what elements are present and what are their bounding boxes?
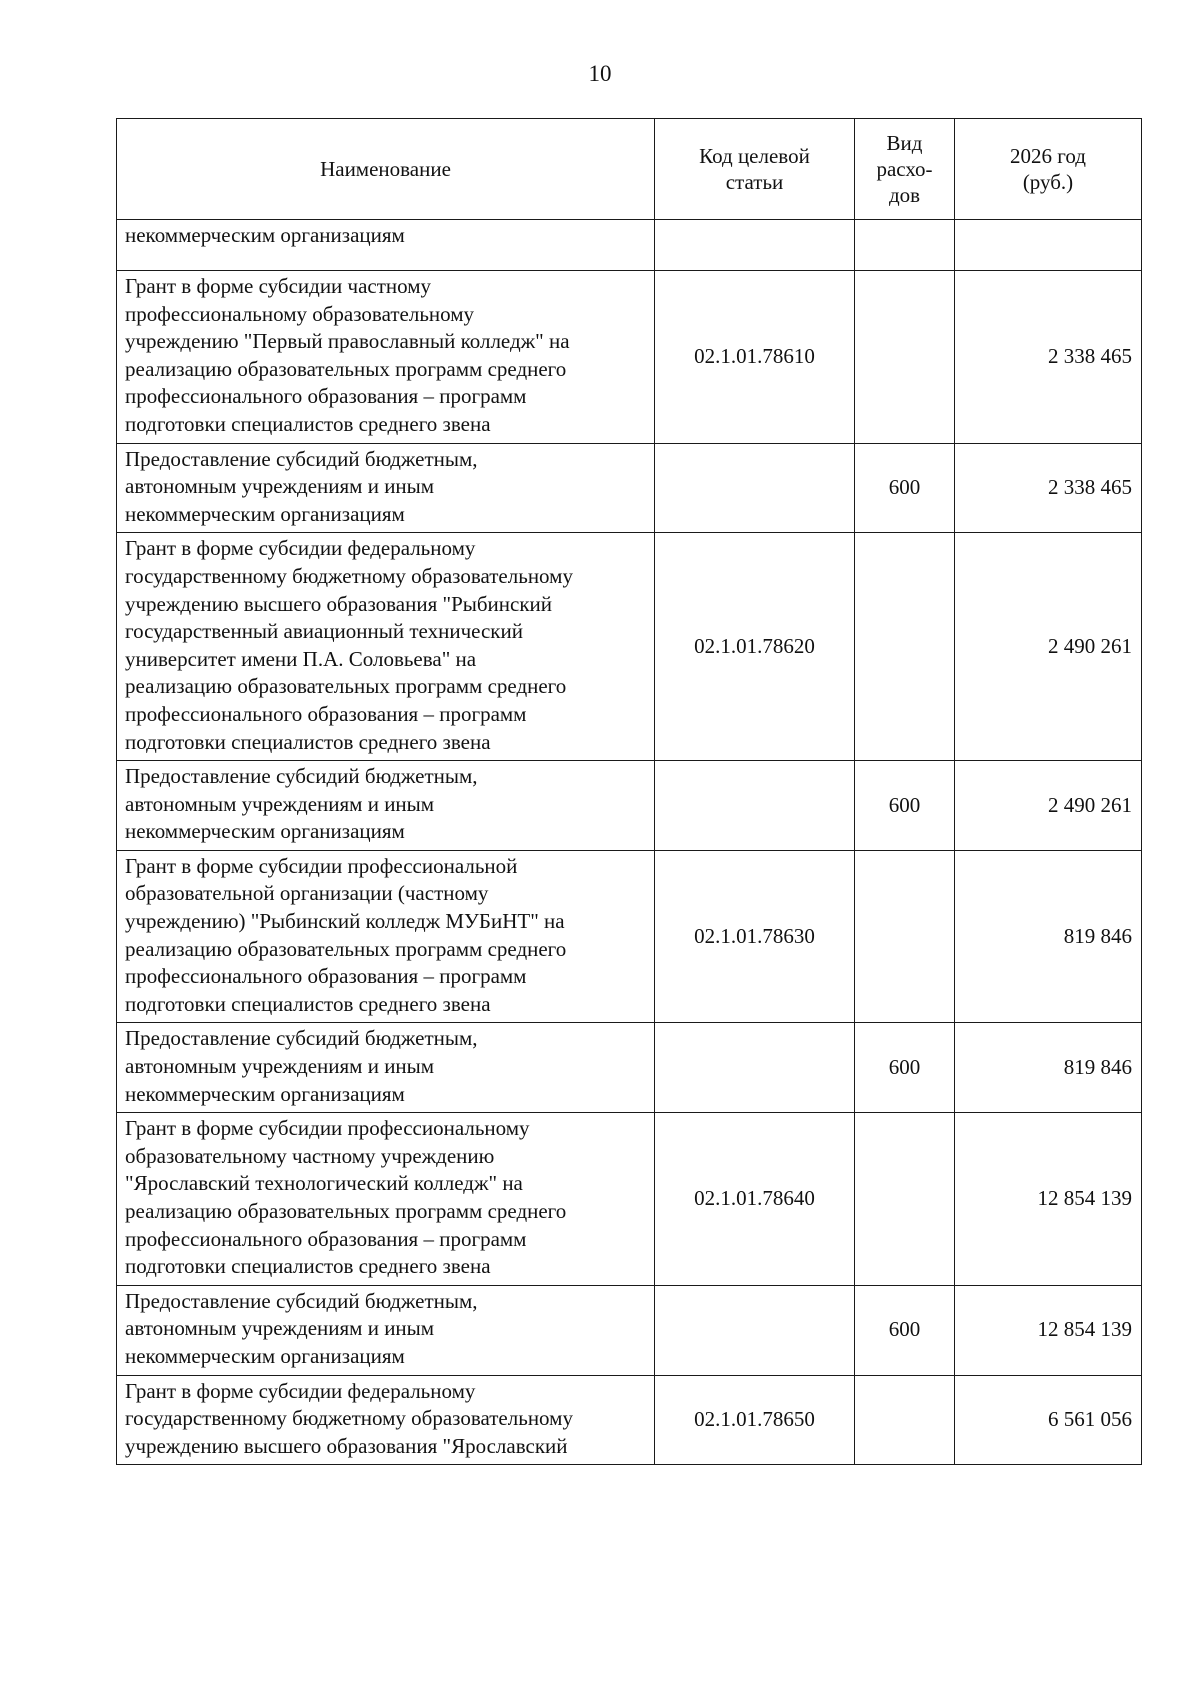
cell-sum: 819 846 — [955, 1023, 1142, 1113]
table-row — [117, 220, 1142, 271]
header-sum — [955, 119, 1142, 220]
cell-name-line: Грант в форме субсидии частному — [125, 274, 432, 298]
cell-name-line: Предоставление субсидий бюджетным, — [125, 764, 478, 789]
cell-kind: 600 — [855, 761, 955, 851]
cell-name-line: Грант в форме субсидии федеральному — [125, 536, 476, 561]
cell-name-line: автономным учреждениям и иным — [125, 474, 435, 499]
cell-code — [655, 1023, 855, 1113]
cell-kind — [855, 271, 955, 444]
cell-sum: 12 854 139 — [955, 1113, 1142, 1286]
cell-name-line: автономным учреждениям и иным — [125, 791, 435, 816]
cell-code — [655, 761, 855, 851]
table-body — [117, 220, 1142, 1465]
cell-code: 02.1.01.78650 — [655, 1375, 855, 1465]
cell-kind: 600 — [855, 443, 955, 533]
cell-kind — [855, 1375, 955, 1465]
cell-name-line: реализацию образовательных программ среднего — [125, 936, 567, 961]
cell-name-line: Предоставление субсидий бюджетным, — [125, 446, 478, 471]
header-kind — [855, 119, 955, 220]
cell-sum: 6 561 056 — [955, 1375, 1142, 1465]
cell-name — [117, 220, 655, 271]
cell-name-line: реализацию образовательных программ среднего — [125, 674, 567, 699]
cell-name-line: профессионального образования – программ — [125, 964, 527, 989]
table-row — [117, 761, 1142, 851]
header-row — [117, 119, 1142, 220]
cell-code — [655, 1285, 855, 1375]
cell-name-line: автономным учреждениям и иным — [125, 1054, 435, 1079]
cell-sum: 12 854 139 — [955, 1285, 1142, 1375]
cell-name — [117, 271, 655, 444]
cell-name-line: Грант в форме субсидии профессиональному — [125, 1116, 530, 1141]
cell-kind — [855, 1113, 955, 1286]
cell-sum: 2 490 261 — [955, 533, 1142, 761]
cell-name-line: некоммерческим организациям — [125, 501, 405, 526]
cell-code: 02.1.01.78620 — [655, 533, 855, 761]
cell-sum: 2 338 465 — [955, 443, 1142, 533]
cell-name — [117, 1375, 655, 1465]
cell-name-line: подготовки специалистов среднего звена — [125, 991, 491, 1016]
cell-kind: 600 — [855, 1285, 955, 1375]
cell-name-line: реализацию образовательных программ среднего — [125, 1199, 567, 1223]
cell-sum — [955, 220, 1142, 271]
cell-code — [655, 220, 855, 271]
cell-code: 02.1.01.78610 — [655, 271, 855, 444]
cell-name-line: некоммерческим организациям — [125, 819, 405, 844]
cell-name-line: некоммерческим организациям — [125, 223, 405, 247]
cell-name — [117, 850, 655, 1023]
cell-name-line: профессионального образования – программ — [125, 701, 527, 726]
cell-code — [655, 443, 855, 533]
cell-name-line: образовательному частному учреждению — [125, 1143, 495, 1168]
cell-name-line: "Ярославский технологический колледж" на — [125, 1171, 523, 1196]
cell-name-line: Предоставление субсидий бюджетным, — [125, 1026, 478, 1051]
cell-name-line: некоммерческим организациям — [125, 1343, 405, 1368]
header-code-line: Код целевой — [699, 144, 810, 168]
cell-name — [117, 533, 655, 761]
cell-sum: 2 490 261 — [955, 761, 1142, 851]
cell-name-line: подготовки специалистов среднего звена — [125, 1254, 491, 1279]
cell-code: 02.1.01.78640 — [655, 1113, 855, 1286]
budget-table — [116, 118, 1142, 1465]
table-row — [117, 443, 1142, 533]
cell-name-line: учреждению "Первый православный колледж" на — [125, 329, 570, 354]
cell-kind: 600 — [855, 1023, 955, 1113]
cell-name-line: профессиональному образовательному — [125, 301, 475, 326]
cell-name-line: автономным учреждениям и иным — [125, 1316, 435, 1341]
cell-sum: 2 338 465 — [955, 271, 1142, 444]
cell-name-line: профессионального образования – программ — [125, 1226, 527, 1251]
table-row — [117, 1285, 1142, 1375]
header-code-line: статьи — [725, 170, 784, 194]
table-row — [117, 533, 1142, 761]
table-row — [117, 271, 1142, 444]
cell-name-line: учреждению высшего образования "Рыбинский — [125, 591, 553, 616]
cell-kind — [855, 533, 955, 761]
cell-name-line: образовательной организации (частному — [125, 881, 489, 906]
table-header — [117, 119, 1142, 220]
cell-name-line: Предоставление субсидий бюджетным, — [125, 1288, 478, 1313]
header-kind-line: дов — [888, 183, 921, 207]
cell-name-line: учреждению высшего образования "Ярославский — [125, 1433, 568, 1458]
cell-code: 02.1.01.78630 — [655, 850, 855, 1023]
cell-kind — [855, 850, 955, 1023]
cell-name — [117, 1023, 655, 1113]
cell-kind — [855, 220, 955, 271]
header-name-label: Наименование — [320, 157, 451, 181]
header-name — [117, 119, 655, 220]
cell-name-line: государственный авиационный технический — [125, 619, 523, 644]
table-row — [117, 1023, 1142, 1113]
cell-name-line: Грант в форме субсидии профессиональной — [125, 853, 518, 878]
cell-name-line: подготовки специалистов среднего звена — [125, 729, 491, 754]
header-code — [655, 119, 855, 220]
cell-name-line: реализацию образовательных программ среднего — [125, 356, 567, 381]
table-row — [117, 850, 1142, 1023]
cell-name-line: учреждению) "Рыбинский колледж МУБиНТ" на — [125, 909, 565, 934]
table-row — [117, 1375, 1142, 1465]
cell-sum: 819 846 — [955, 850, 1142, 1023]
header-kind-line: расхо- — [876, 157, 933, 181]
cell-name — [117, 443, 655, 533]
cell-name-line: университет имени П.А. Соловьева" на — [125, 646, 477, 671]
cell-name-line: государственному бюджетному образовательному — [125, 563, 573, 588]
cell-name — [117, 1113, 655, 1286]
cell-name-line: профессионального образования – программ — [125, 384, 527, 409]
page-number: 10 — [588, 61, 612, 86]
cell-name — [117, 761, 655, 851]
header-sum-line: (руб.) — [1022, 170, 1074, 194]
cell-name-line: подготовки специалистов среднего звена — [125, 411, 491, 436]
cell-name-line: государственному бюджетному образовательному — [125, 1406, 573, 1431]
header-kind-line: Вид — [886, 131, 923, 155]
header-sum-line: 2026 год — [1010, 144, 1086, 168]
table-row — [117, 1113, 1142, 1286]
cell-name-line: некоммерческим организациям — [125, 1081, 405, 1106]
cell-name-line: Грант в форме субсидии федеральному — [125, 1378, 476, 1403]
cell-name — [117, 1285, 655, 1375]
